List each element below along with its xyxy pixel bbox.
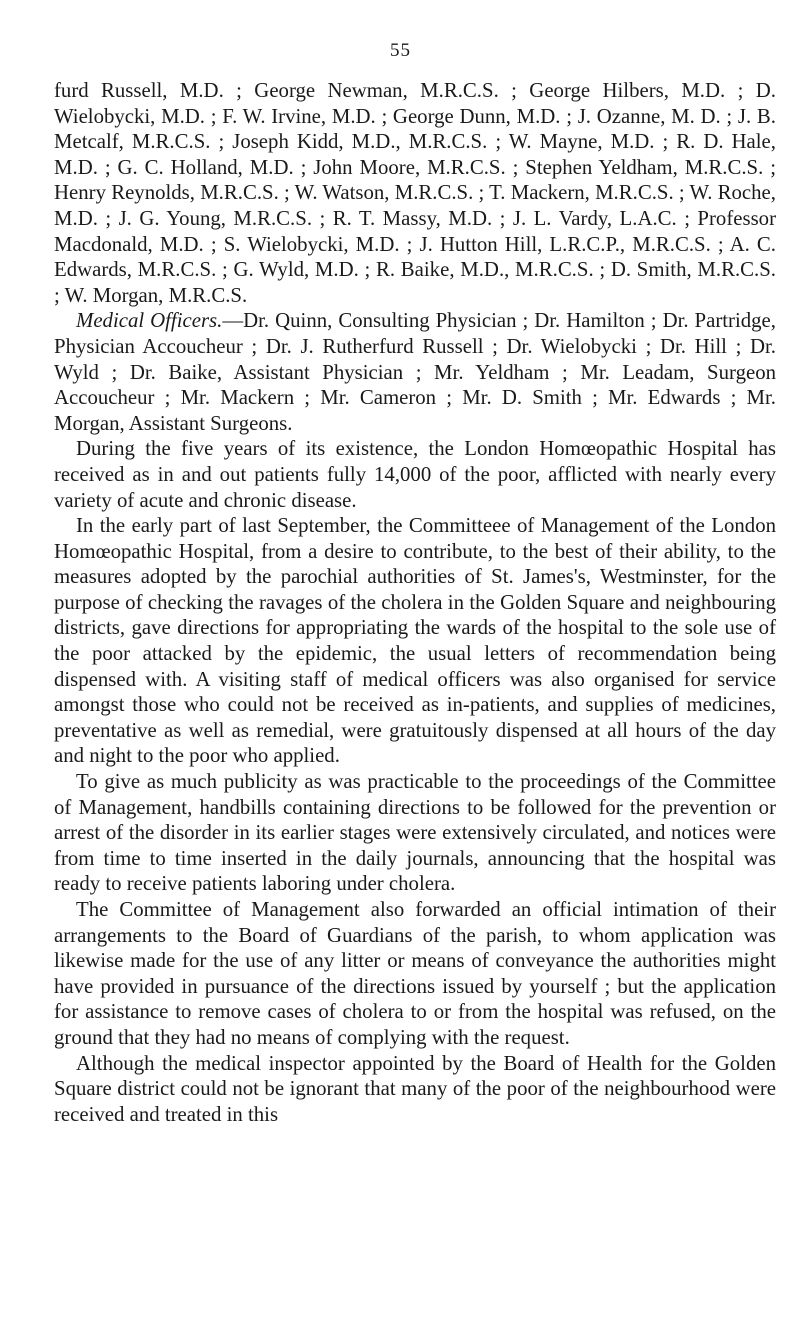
paragraph-staff-list: furd Russell, M.D. ; George Newman, M.R.C.S. ; George Hilbers, M.D. ; D. Wielobycki, M.D. ; F. W. Irvine, M.D. ; George Dunn, M.D. ; J. Ozanne, M. D. ; J. B. Metcalf, M.R.C.S. ; Joseph Kidd, M.D., M.R.C.S. ; W. Mayne, M.D. ; R. D. Hale, M.D. ; G. C. Holland, M.D. ; John Moore, M.R.C.S. ; Stephen Yeldham, M.R.C.S. ; Henry Reynolds, M.R.C.S. ; W. Watson, M.R.C.S. ; T. Mackern, M.R.C.S. ; W. Roche, M.D. ; J. G. Young, M.R.C.S. ; R. T. Massy, M.D. ; J. L. Vardy, L.A.C. ; Professor Macdonald, M.D. ; S. Wielobycki, M.D. ; J. Hutton Hill, L.R.C.P., M.R.C.S. ; A. C. Edwards, M.R.C.S. ; G. Wyld, M.D. ; R. Baike, M.D., M.R.C.S. ; D. Smith, M.R.C.S. ; W. Morgan, M.R.C.S. (54, 79, 776, 307)
medical-officers-label: Medical Officers. (76, 309, 223, 333)
paragraph-intimation: The Committee of Management also forwarded an official intimation of their arrangements to the Board of Guardians of the parish, to whom application was likewise made for the use of any litter or means of conveyance the authorities might have provided in pursuance of the directions issued by yourself ; but the application for assistance to remove cases of cholera to or from the hospital was refused, on the ground that they had no means of complying with the request. (54, 898, 776, 1049)
page-number: 55 (390, 40, 411, 61)
medical-officers-text: —Dr. Quinn, Consulting Physician ; Dr. Hamilton ; Dr. Partridge, Physician Accoucheur ; Dr. J. Rutherfurd Russell ; Dr. Wielobycki ; Dr. Hill ; Dr. Wyld ; Dr. Baike, Assistant Physician ; Mr. Yeldham ; Mr. Leadam, Surgeon Accoucheur ; Mr. Mackern ; Mr. Cameron ; Mr. D. Smith ; Mr. Edwards ; Mr. Morgan, Assistant Surgeons. (54, 309, 776, 435)
paragraph-september: In the early part of last September, the Committeee of Management of the London Homœopathic Hospital, from a desire to contribute, to the best of their ability, to the measures adopted by the parochial authorities of St. James's, Westminster, for the purpose of checking the ravages of the cholera in the Golden Square and neighbouring districts, gave directions for appropriating the wards of the hospital to the sole use of the poor attacked by the epidemic, the usual letters of recommendation being dispensed with. A visiting staff of medical officers was also organised for service amongst those who could not be received as in-patients, and supplies of medicines, preventative as well as remedial, were gratuitously dispensed at all hours of the day and night to the poor who applied. (54, 514, 776, 768)
body-text (54, 78, 776, 1127)
paragraph-publicity: To give as much publicity as was practicable to the proceedings of the Committee of Management, handbills containing directions to be followed for the prevention or arrest of the disorder in its earlier stages were extensively circulated, and notices were from time to time inserted in the daily journals, announcing that the hospital was ready to receive patients laboring under cholera. (54, 770, 776, 896)
paragraph-inspector: Although the medical inspector appointed by the Board of Health for the Golden Square district could not be ignorant that many of the poor of the neighbourhood were received and treated in this (54, 1051, 776, 1126)
paragraph-medical-officers (54, 308, 776, 436)
paragraph-five-years: During the five years of its existence, the London Homœopathic Hospital has received as in and out patients fully 14,000 of the poor, afflicted with nearly every variety of acute and chronic disease. (54, 437, 776, 512)
